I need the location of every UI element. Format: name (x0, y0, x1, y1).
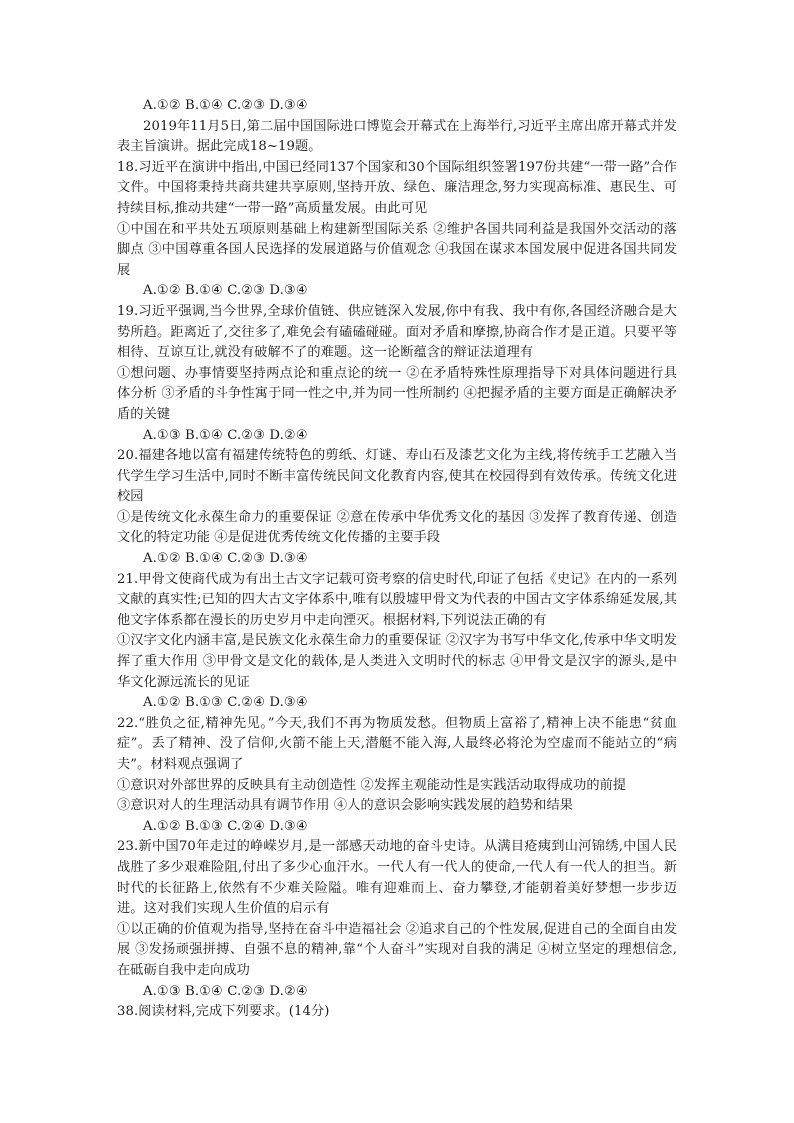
question-19-statements: ①想问题、办事情要坚持两点论和重点论的统一 ②在矛盾特殊性原理指导下对具体问题进行具体分析 ③矛盾的斗争性寓于同一性之中,并为同一性所制约 ④把握矛盾的主要方面是正确解决矛盾的关键 (117, 365, 677, 422)
question-23-statements: ①以正确的价值观为指导,坚持在奋斗中造福社会 ②追求自己的个性发展,促进自己的全面自由发展 ③发扬顽强拼搏、自强不息的精神,靠“个人奋斗”实现对自我的满足 ④树立坚定的理想信念,在砥砺自我中走向成功 (117, 921, 677, 978)
question-23-stem: 23.新中国70年走过的峥嵘岁月,是一部感天动地的奋斗史诗。从满目疮痍到山河锦绣,中国人民战胜了多少艰难险阻,付出了多少心血汗水。一代人有一代人的使命,一代人有一代人的担当。新时代的长征路上,依然有不少难关险隘。唯有迎难而上、奋力攀登,才能朝着美好梦想一步步迈进。这对我们实现人生价值的启示有 (117, 839, 677, 917)
answer-options-17: A.①② B.①④ C.②③ D.③④ (143, 98, 308, 113)
question-38-stem: 38.阅读材料,完成下列要求。(14分) (117, 1004, 330, 1020)
question-18-stem: 18.习近平在演讲中指出,中国已经同137个国家和30个国际组织签署197份共建“一带一路”合作文件。中国将秉持共商共建共享原则,坚持开放、绿色、廉洁理念,努力实现高标准、惠民生、可持续目标,推动共建“一带一路”高质量发展。由此可见 (117, 159, 677, 216)
question-19-stem: 19.习近平强调,当今世界,全球价值链、供应链深入发展,你中有我、我中有你,各国经济融合是大势所趋。距离近了,交往多了,难免会有磕磕碰碰。面对矛盾和摩擦,协商合作才是正道。只要平等相待、互谅互让,就没有破解不了的难题。这一论断蕴含的辩证法道理有 (117, 303, 677, 361)
question-22-statements-a: ①意识对外部世界的反映具有主动创造性 ②发挥主观能动性是实践活动取得成功的前提 (117, 777, 627, 793)
question-21-stem: 21.甲骨文使商代成为有出土古文字记载可资考察的信史时代,印证了包括《史记》在内的一系列文献的真实性;已知的四大古文字体系中,唯有以殷墟甲骨文为代表的中国古文字体系绵延发展,其他文字体系都在漫长的历史岁月中走向湮灭。根据材料,下列说法正确的有 (117, 571, 677, 628)
question-22-statements-b: ③意识对人的生理活动具有调节作用 ④人的意识会影响实践发展的趋势和结果 (117, 798, 574, 814)
question-21-statements: ①汉字文化内涵丰富,是民族文化永葆生命力的重要保证 ②汉字为书写中华文化,传承中华文明发挥了重大作用 ③甲骨文是文化的载体,是人类进入文明时代的标志 ④甲骨文是汉字的源头,是中华文化源远流长的见证 (117, 633, 677, 690)
answer-options-18: A.①② B.①④ C.②③ D.③④ (143, 283, 308, 299)
question-20-stem: 20.福建各地以富有福建传统特色的剪纸、灯谜、寿山石及漆艺文化为主线,将传统手工艺融入当代学生学习生活中,同时不断丰富传统民间文化教育内容,使其在校园得到有效传承。传统文化进校园 (117, 448, 677, 505)
answer-options-21: A.①② B.①③ C.②④ D.③④ (143, 695, 308, 711)
answer-options-22: A.①② B.①③ C.②④ D.③④ (143, 818, 308, 834)
question-20-statements: ①是传统文化永葆生命力的重要保证 ②意在传承中华优秀文化的基因 ③发挥了教育传递、创造文化的特定功能 ④是促进优秀传统文化传播的主要手段 (117, 509, 677, 546)
question-18-statements: ①中国在和平共处五项原则基础上构建新型国际关系 ②维护各国共同利益是我国外交活动的落脚点 ③中国尊重各国人民选择的发展道路与价值观念 ④我国在谋求本国发展中促进各国共同发展 (117, 221, 677, 278)
material-intro-18-19: 2019年11月5日,第二届中国国际进口博览会开幕式在上海举行,习近平主席出席开幕式并发表主旨演讲。据此完成18~19题。 (117, 118, 677, 155)
exam-page (117, 96, 677, 1023)
question-22-stem: 22.“胜负之征,精神先见。”今天,我们不再为物质发愁。但物质上富裕了,精神上决不能患“贫血症”。丢了精神、没了信仰,火箭不能上天,潜艇不能入海,人最终必将沦为空虚而不能站立的“病夫”。材料观点强调了 (117, 715, 677, 772)
answer-options-19: A.①③ B.①④ C.②③ D.②④ (143, 427, 308, 443)
answer-options-20: A.①② B.①④ C.②③ D.③④ (143, 551, 308, 567)
answer-options-23: A.①③ B.①④ C.②③ D.②④ (143, 983, 308, 999)
